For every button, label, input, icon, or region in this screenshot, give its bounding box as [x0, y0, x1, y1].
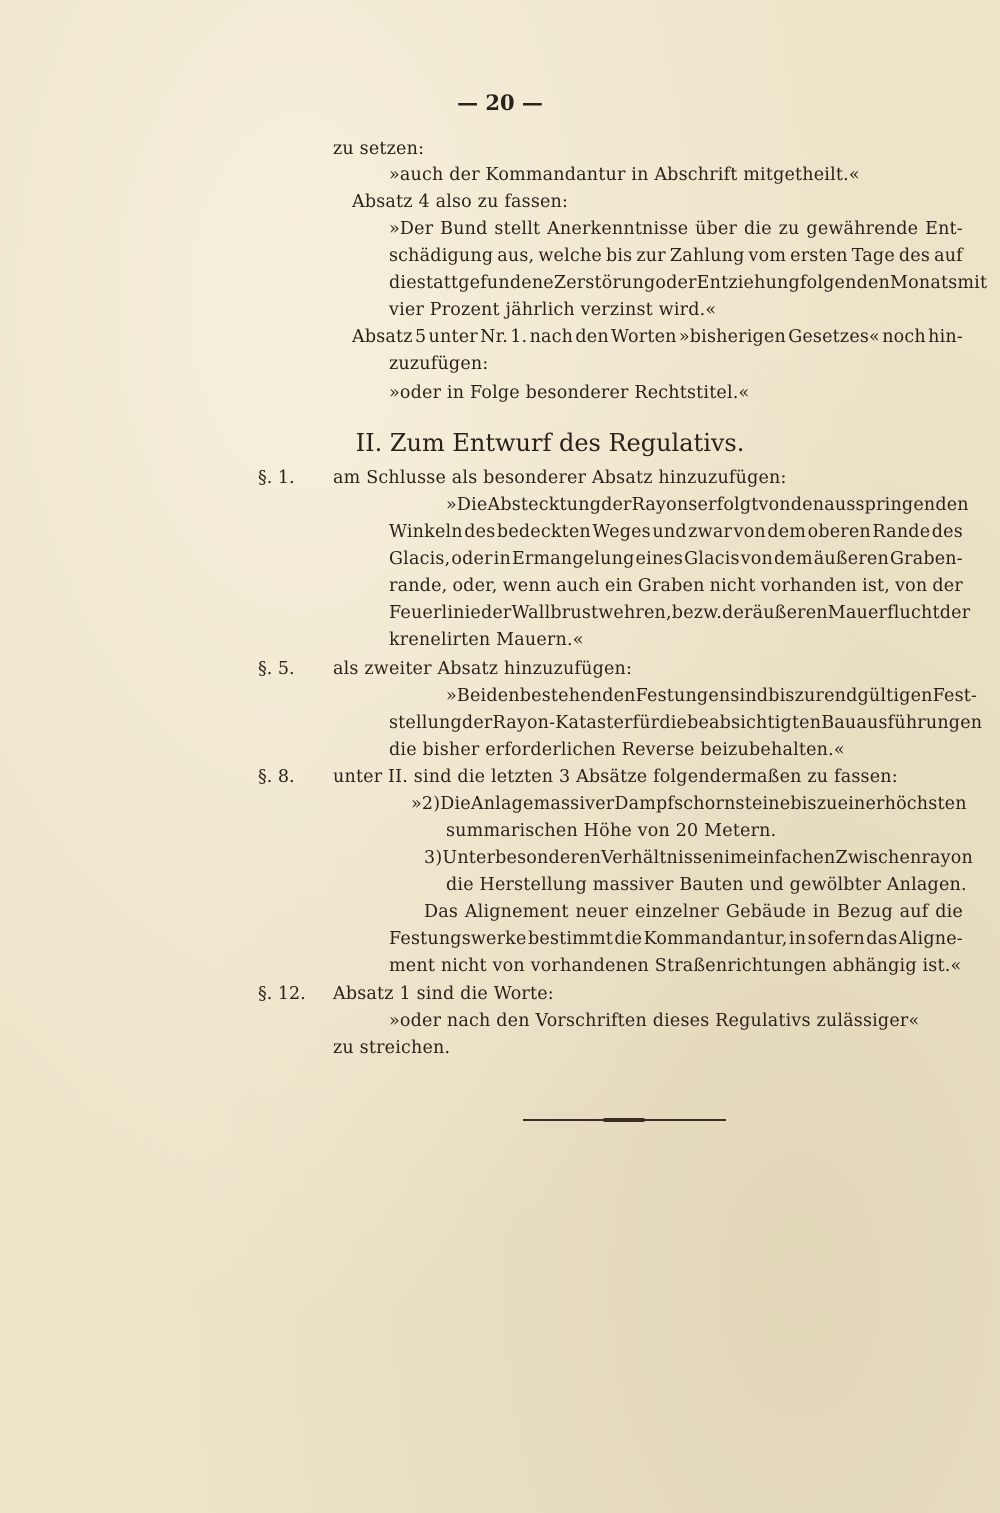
- text-line: »Die Abstecktung der Rayons erfolgt von den ausspringenden: [446, 495, 969, 515]
- text-line: unter II. sind die letzten 3 Absätze folgendermaßen zu fassen:: [333, 767, 898, 787]
- text-line: die Herstellung massiver Bauten und gewölbter Anlagen.: [446, 875, 967, 895]
- text-line: am Schlusse als besonderer Absatz hinzuzufügen:: [333, 468, 787, 488]
- page-number: — 20 —: [457, 90, 543, 115]
- text-line: Absatz 1 sind die Worte:: [333, 984, 554, 1004]
- paragraph-marker: §. 1.: [258, 468, 295, 488]
- paragraph-marker: §. 8.: [258, 767, 295, 787]
- text-line: »2) Die Anlage massiver Dampfschornsteine bis zu einer höchsten: [411, 794, 967, 814]
- text-line: »oder nach den Vorschriften dieses Regulativs zulässiger«: [389, 1011, 920, 1031]
- text-line: Absatz 4 also zu fassen:: [352, 192, 569, 212]
- paragraph-marker: §. 12.: [258, 984, 306, 1004]
- text-line: Festungswerke bestimmt die Kommandantur, in sofern das Aligne-: [389, 929, 963, 949]
- text-line: »oder in Folge besonderer Rechtstitel.«: [389, 383, 750, 403]
- text-line: zu streichen.: [333, 1038, 451, 1058]
- text-line: Das Alignement neuer einzelner Gebäude in Bezug auf die: [424, 902, 963, 922]
- text-line: Feuerlinie der Wallbrustwehren, bezw. der äußeren Mauerflucht der: [389, 603, 971, 623]
- text-line: die bisher erforderlichen Reverse beizubehalten.«: [389, 740, 845, 760]
- text-line: schädigung aus, welche bis zur Zahlung vom ersten Tage des auf: [389, 246, 963, 266]
- text-line: »Bei den bestehenden Festungen sind bis zur endgültigen Fest-: [446, 686, 978, 706]
- paragraph-marker: §. 5.: [258, 659, 295, 679]
- text-line: rande, oder, wenn auch ein Graben nicht vorhanden ist, von der: [389, 576, 963, 596]
- text-line: als zweiter Absatz hinzuzufügen:: [333, 659, 633, 679]
- text-line: zuzufügen:: [389, 354, 489, 374]
- text-line: »auch der Kommandantur in Abschrift mitgetheilt.«: [389, 165, 860, 185]
- text-line: krenelirten Mauern.«: [389, 630, 584, 650]
- section-heading: II. Zum Entwurf des Regulativs.: [355, 429, 745, 457]
- text-line: die stattgefundene Zerstörung oder Entziehung folgenden Monats mit: [389, 273, 988, 293]
- text-line: stellung der Rayon-Kataster für die beabsichtigten Bauausführungen: [389, 713, 983, 733]
- text-line: »Der Bund stellt Anerkenntnisse über die zu gewährende Ent-: [389, 219, 963, 239]
- text-line: summarischen Höhe von 20 Metern.: [446, 821, 777, 841]
- text-line: vier Prozent jährlich verzinst wird.«: [389, 300, 717, 320]
- text-line: ment nicht von vorhandenen Straßenrichtungen abhängig ist.«: [389, 956, 962, 976]
- text-line: Glacis, oder in Ermangelung eines Glacis von dem äußeren Graben-: [389, 549, 963, 569]
- text-line: Absatz 5 unter Nr. 1. nach den Worten »bisherigen Gesetzes« noch hin-: [352, 327, 963, 347]
- text-line: zu setzen:: [333, 139, 425, 159]
- text-line: Winkeln des bedeckten Weges und zwar von dem oberen Rande des: [389, 522, 963, 542]
- text-line: 3) Unter besonderen Verhältnissen im einfachen Zwischenrayon: [424, 848, 973, 868]
- closing-rule: [523, 1119, 726, 1121]
